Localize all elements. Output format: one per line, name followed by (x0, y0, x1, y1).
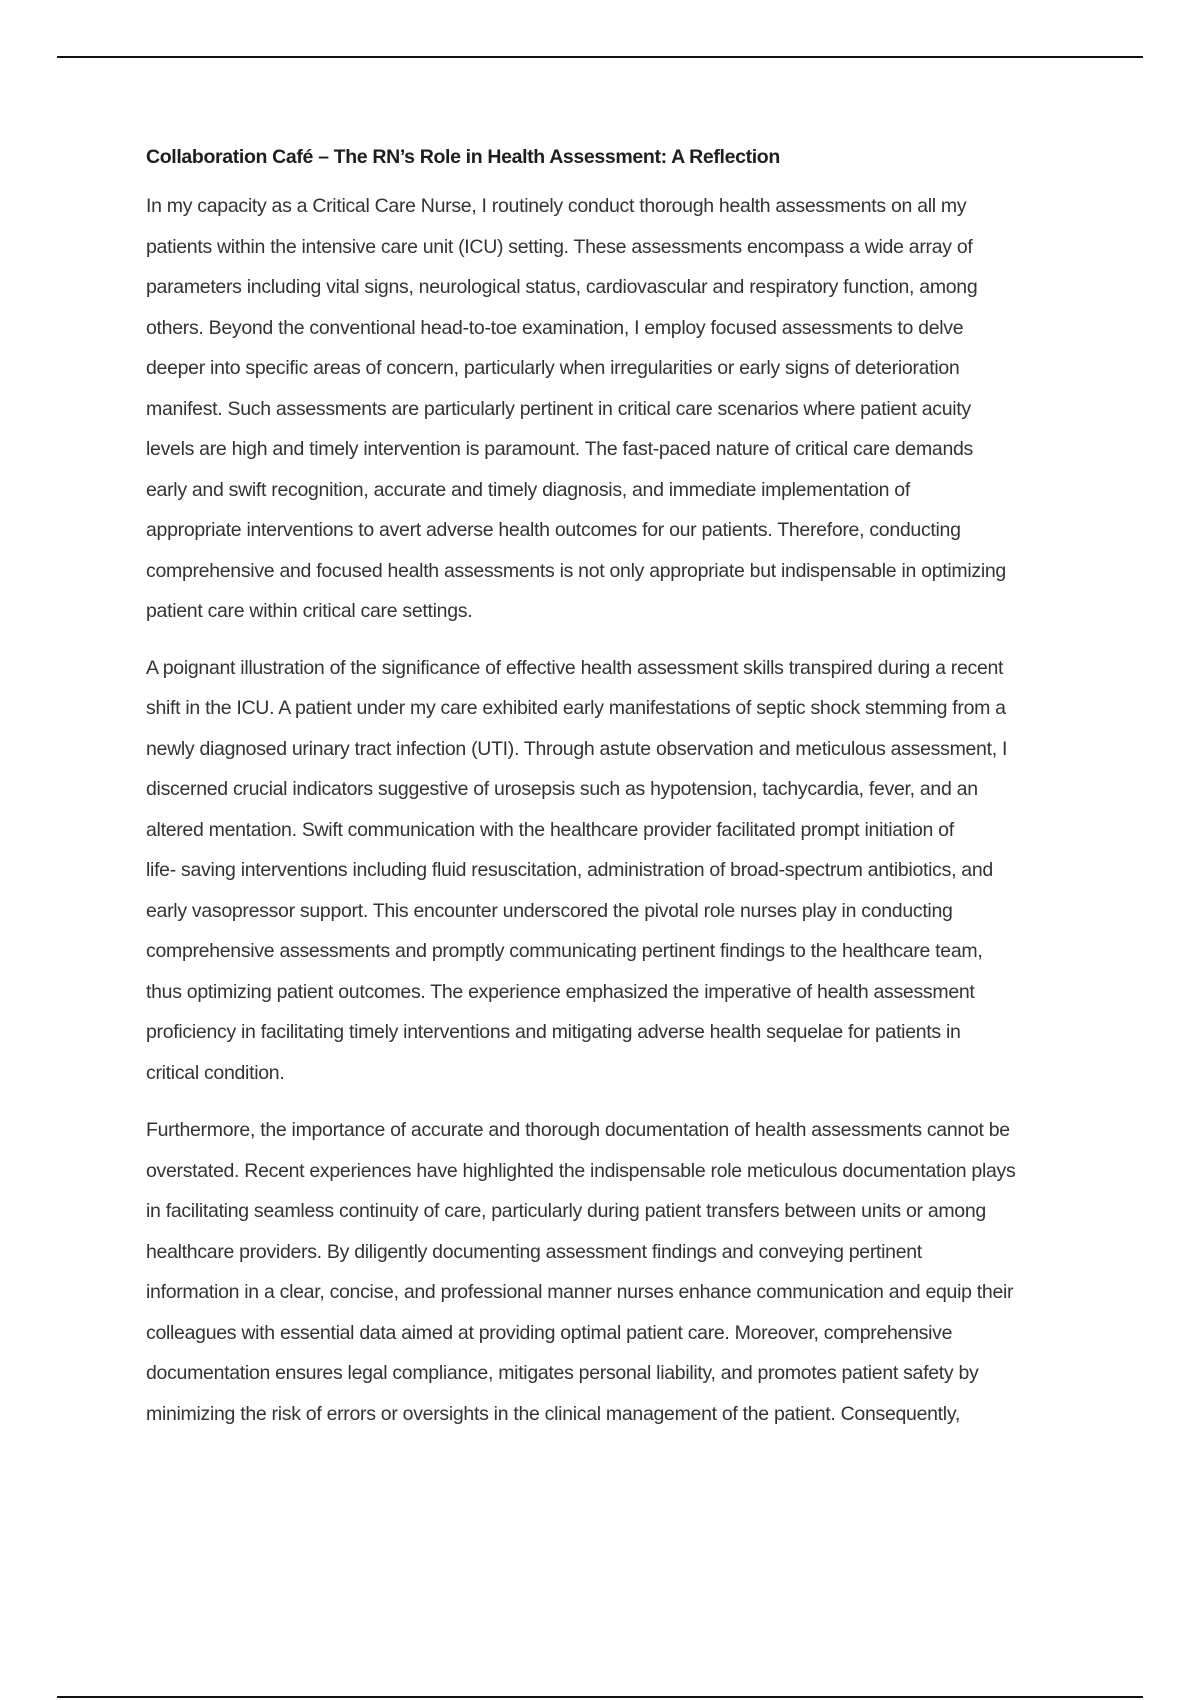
paragraph-line: colleagues with essential data aimed at providing optimal patient care. Moreover, comprehensive (146, 1321, 953, 1344)
paragraph-line: minimizing the risk of errors or oversights in the clinical management of the patient. Consequently, (146, 1402, 960, 1425)
paragraph-line: comprehensive and focused health assessments is not only appropriate but indispensable in optimizing (146, 559, 1006, 582)
paragraph-line: Furthermore, the importance of accurate and thorough documentation of health assessments cannot be (146, 1119, 1010, 1141)
paragraph-line: information in a clear, concise, and professional manner nurses enhance communication and equip their (146, 1281, 1014, 1303)
paragraph-line: others. Beyond the conventional head-to-toe examination, I employ focused assessments to delve (146, 316, 964, 339)
document-title: Collaboration Café – The RN’s Role in Health Assessment: A Reflection (146, 146, 780, 168)
paragraph-line: patients within the intensive care unit (ICU) setting. These assessments encompass a wide array of (146, 235, 973, 258)
paragraph-line: levels are high and timely intervention is paramount. The fast-paced nature of critical care demands (146, 438, 974, 460)
paragraph-documentation (146, 1110, 1091, 1434)
paragraph-line: newly diagnosed urinary tract infection (UTI). Through astute observation and meticulous assessment, I (146, 737, 1008, 760)
paragraph-icu-assessments (146, 186, 1091, 632)
paragraph-line: in facilitating seamless continuity of care, particularly during patient transfers between units or among (146, 1200, 986, 1222)
paragraph-line: altered mentation. Swift communication with the healthcare provider facilitated prompt initiation of (146, 818, 954, 841)
document-body (146, 142, 1091, 1434)
paragraph-line: early and swift recognition, accurate and timely diagnosis, and immediate implementation of (146, 478, 910, 501)
paragraph-line: In my capacity as a Critical Care Nurse, I routinely conduct thorough health assessments on all my (146, 195, 967, 217)
page-top-rule (57, 56, 1143, 58)
paragraph-line: critical condition. (146, 1061, 285, 1084)
paragraph-line: discerned crucial indicators suggestive of urosepsis such as hypotension, tachycardia, fever, and an (146, 778, 978, 800)
paragraph-line: manifest. Such assessments are particularly pertinent in critical care scenarios where patient acuity (146, 397, 971, 420)
paragraph-line: A poignant illustration of the significance of effective health assessment skills transpired during a recent (146, 656, 1004, 679)
paragraph-line: thus optimizing patient outcomes. The experience emphasized the imperative of health assessment (146, 980, 975, 1003)
paragraph-line: proficiency in facilitating timely interventions and mitigating adverse health sequelae for patients in (146, 1021, 961, 1043)
paragraph-line: parameters including vital signs, neurological status, cardiovascular and respiratory function, among (146, 276, 978, 298)
paragraph-line: shift in the ICU. A patient under my care exhibited early manifestations of septic shock stemming from a (146, 697, 1006, 719)
paragraph-line: early vasopressor support. This encounter underscored the pivotal role nurses play in conducting (146, 899, 953, 922)
paragraph-line: deeper into specific areas of concern, particularly when irregularities or early signs of deterioration (146, 357, 960, 379)
paragraph-line: appropriate interventions to avert adverse health outcomes for our patients. Therefore, conducting (146, 519, 961, 541)
paragraph-line: overstated. Recent experiences have highlighted the indispensable role meticulous documentation plays (146, 1159, 1016, 1182)
paragraph-line: documentation ensures legal compliance, mitigates personal liability, and promotes patient safety by (146, 1362, 979, 1384)
paragraph-line: patient care within critical care settings. (146, 600, 473, 622)
paragraph-line: life- saving interventions including fluid resuscitation, administration of broad-spectrum antibiotics, and (146, 859, 993, 881)
paragraph-line: comprehensive assessments and promptly communicating pertinent findings to the healthcare team, (146, 940, 983, 962)
page-bottom-rule (57, 1696, 1143, 1698)
paragraph-line: healthcare providers. By diligently documenting assessment findings and conveying pertinent (146, 1240, 922, 1263)
paragraph-septic-shock-case (146, 648, 1091, 1094)
